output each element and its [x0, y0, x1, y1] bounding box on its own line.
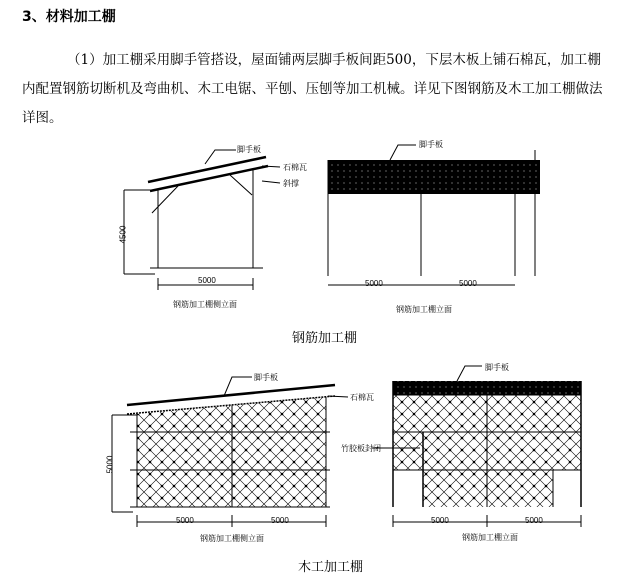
label-asbestos-tile: 石棉瓦 — [350, 393, 374, 402]
label-scaffold-board: 脚手板 — [485, 363, 509, 372]
dim-width: 5000 — [198, 276, 216, 285]
dim-height: 5000 — [105, 455, 115, 474]
wood-shed-title: 木工加工棚 — [298, 560, 364, 575]
label-asbestos-tile: 石棉瓦 — [283, 163, 307, 172]
steel-shed-title: 钢筋加工棚 — [292, 331, 358, 346]
steel-shed-front-elevation — [328, 145, 540, 285]
wood-shed-front-elevation — [372, 366, 581, 527]
dim-width: 5000 — [271, 516, 289, 525]
steel-shed-side-elevation — [124, 150, 280, 290]
dim-width: 5000 — [431, 516, 449, 525]
caption: 钢筋加工棚侧立面 — [200, 534, 264, 543]
label-diagonal-brace: 斜撑 — [283, 179, 299, 188]
dim-height: 4500 — [118, 225, 128, 244]
description-paragraph: （1）加工棚采用脚手管搭设，屋面铺两层脚手板间距500，下层木板上铺石棉瓦，加工棚内配置钢筋切断机及弯曲机、木工电锯、平刨、压刨等加工机械。详见下图钢筋及木工加工棚做法详图。 — [22, 52, 603, 126]
caption: 钢筋加工棚立面 — [462, 533, 518, 542]
label-scaffold-board: 脚手板 — [419, 140, 443, 149]
dim-width: 5000 — [176, 516, 194, 525]
dim-width: 5000 — [365, 279, 383, 288]
section-heading: 3、材料加工棚 — [22, 9, 116, 25]
label-scaffold-board: 脚手板 — [237, 145, 261, 154]
caption: 钢筋加工棚侧立面 — [173, 300, 237, 309]
caption: 钢筋加工棚立面 — [396, 305, 452, 314]
dim-width: 5000 — [525, 516, 543, 525]
dim-width: 5000 — [459, 279, 477, 288]
label-scaffold-board: 脚手板 — [254, 373, 278, 382]
label-bamboo-plywood: 竹胶板封闭 — [341, 444, 381, 453]
wood-shed-side-elevation — [112, 377, 348, 527]
